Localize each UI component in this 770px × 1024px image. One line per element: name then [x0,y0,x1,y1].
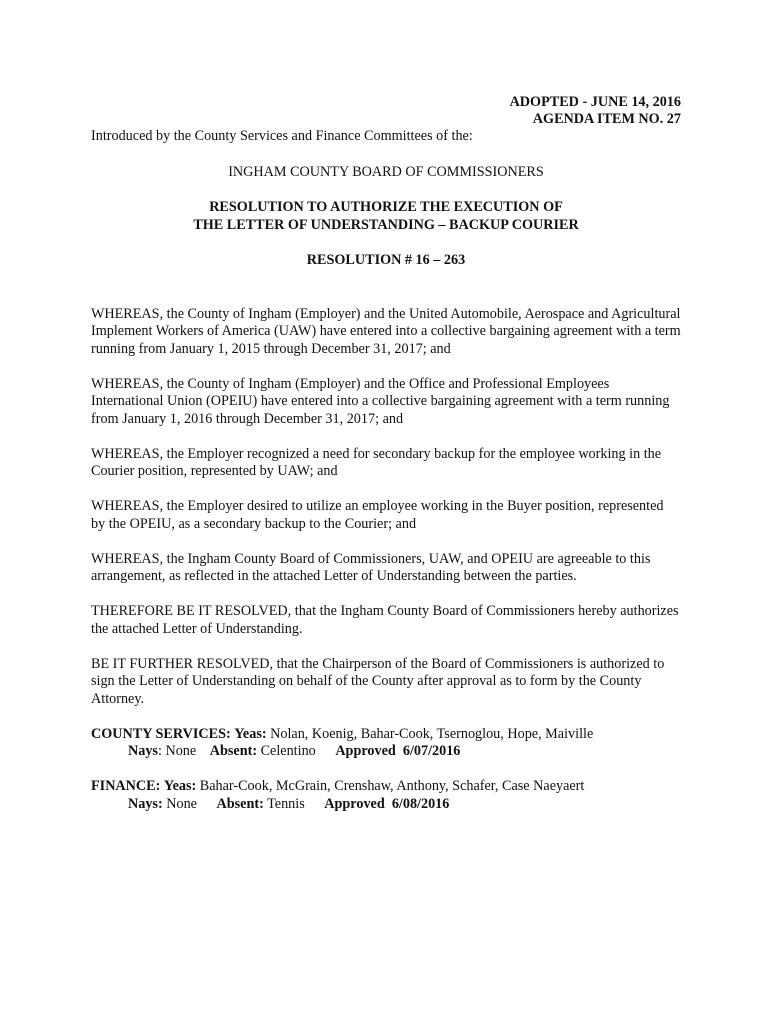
committee-name: COUNTY SERVICES: [91,725,231,742]
vote-yeas-line [91,726,681,744]
nays-label: Nays: [128,795,163,812]
yeas-names: Nolan, Koenig, Bahar-Cook, Tsernoglou, Hope, Maiville [270,725,594,742]
resolution-title-line-1: RESOLUTION TO AUTHORIZE THE EXECUTION OF [209,199,563,215]
resolved-paragraph: THEREFORE BE IT RESOLVED, that the Ingham County Board of Commissioners hereby authorizes the attached Letter of Understanding. [91,603,679,637]
yeas-names: Bahar-Cook, McGrain, Crenshaw, Anthony, Schafer, Case Naeyaert [199,778,585,794]
nays-value: None [165,743,197,759]
absent-value: Celentino [260,743,316,759]
resolution-title [91,199,681,234]
finance-vote [91,778,681,813]
resolution-title-line-2: THE LETTER OF UNDERSTANDING – BACKUP COURIER [193,216,579,233]
resolution-number: RESOLUTION # 16 – 263 [306,252,466,268]
whereas-paragraph-2: WHEREAS, the County of Ingham (Employer) and the Office and Professional Employees International Union (OPEIU) have entered into a collective bargaining agreement with a term running from January 1, 2016 through December 31, 2017; and [91,375,670,427]
board-name: INGHAM COUNTY BOARD OF COMMISSIONERS [228,163,544,180]
nays-label: Nays [128,743,158,759]
county-services-vote [91,726,681,761]
document-page [91,94,681,813]
vote-nays-line [91,796,681,814]
absent-label: Absent: [216,795,264,812]
adopted-date: ADOPTED - JUNE 14, 2016 [509,94,681,110]
nays-value: None [166,795,197,812]
vote-nays-line [91,743,681,761]
document-header [91,94,681,128]
whereas-paragraph-1: WHEREAS, the County of Ingham (Employer) and the United Automobile, Aerospace and Agricultural Implement Workers of America (UAW) have entered into a collective bargaining agreement with a term running from January 1, 2015 through December 31, 2017; and [91,305,681,357]
intro-line: Introduced by the County Services and Finance Committees of the: [91,128,473,144]
nays-separator: : [157,743,162,759]
vote-yeas-line [91,778,681,796]
further-resolved-paragraph: BE IT FURTHER RESOLVED, that the Chairperson of the Board of Commissioners is authorized to sign the Letter of Understanding on behalf of the County after approval as to form by the County Attorney. [91,655,665,707]
whereas-paragraph-3: WHEREAS, the Employer recognized a need for secondary backup for the employee working in the Courier position, represented by UAW; and [91,445,662,479]
absent-label: Absent: [209,743,258,759]
approved-date: Approved 6/08/2016 [324,795,450,812]
agenda-item-number: AGENDA ITEM NO. 27 [532,111,681,127]
yeas-label: Yeas: [163,778,197,794]
yeas-label: Yeas: [234,725,267,742]
approved-date: Approved 6/07/2016 [335,743,461,759]
absent-value: Tennis [267,795,305,812]
whereas-paragraph-4: WHEREAS, the Employer desired to utilize an employee working in the Buyer position, represented by the OPEIU, as a secondary backup to the Courier; and [91,498,664,532]
committee-name: FINANCE: [91,778,161,794]
whereas-paragraph-5: WHEREAS, the Ingham County Board of Commissioners, UAW, and OPEIU are agreeable to this arrangement, as reflected in the attached Letter of Understanding between the parties. [91,550,651,584]
